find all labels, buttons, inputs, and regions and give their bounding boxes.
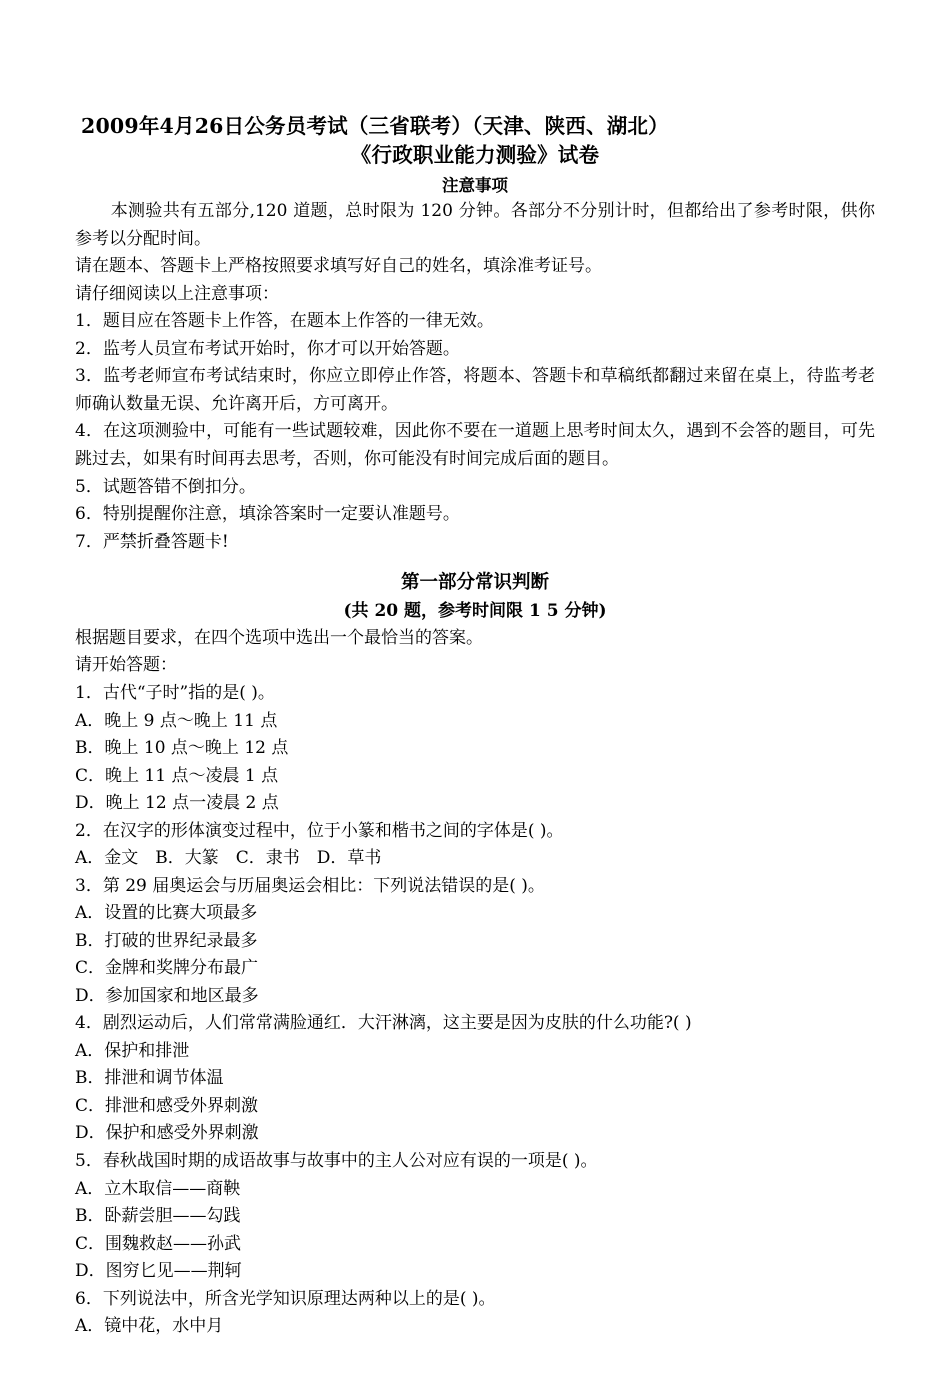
question-option: A．金文 B．大篆 C．隶书 D．草书 xyxy=(75,848,382,869)
question-option: A．镜中花，水中月 xyxy=(75,1316,224,1337)
section-instruction: 根据题目要求，在四个选项中选出一个最恰当的答案。 xyxy=(75,627,483,648)
notice-paragraph: 2．监考人员宣布考试开始时，你才可以开始答题。 xyxy=(75,338,460,359)
question-option: B．排泄和调节体温 xyxy=(75,1068,224,1089)
notice-paragraph: 请仔细阅读以上注意事项： xyxy=(75,283,279,304)
section-instruction: 请开始答题： xyxy=(75,655,177,676)
question-option: C．金牌和奖牌分布最广 xyxy=(75,958,259,979)
question-option: C．排泄和感受外界刺激 xyxy=(75,1095,259,1116)
notice-paragraph: 5．试题答错不倒扣分。 xyxy=(75,476,256,497)
question-option: A．设置的比赛大项最多 xyxy=(75,903,258,924)
question-option: B．打破的世界纪录最多 xyxy=(75,930,258,951)
notice-paragraph: 4．在这项测验中，可能有一些试题较难，因此你不要在一道题上思考时间太久，遇到不会答的题目，可先跳过去，如果有时间再去思考，否则，你可能没有时间完成后面的题目。 xyxy=(75,421,875,469)
notice-paragraph: 请在题本、答题卡上严格按照要求填写好自己的姓名，填涂准考证号。 xyxy=(75,256,602,277)
question-option: A．立木取信——商鞅 xyxy=(75,1178,241,1199)
question-option: C．围魏救赵——孙武 xyxy=(75,1233,242,1254)
title-line-2: 《行政职业能力测验》试卷 xyxy=(350,143,600,168)
section-subtitle: (共 20 题，参考时间限 1 5 分钟) xyxy=(343,600,607,621)
notice-paragraph: 7．严禁折叠答题卡! xyxy=(75,531,229,552)
question-option: D．图穷匕见——荆轲 xyxy=(75,1261,242,1282)
question-option: D．参加国家和地区最多 xyxy=(75,985,259,1006)
question-stem: 5．春秋战国时期的成语故事与故事中的主人公对应有误的一项是( )。 xyxy=(75,1151,598,1171)
question-option: D．晚上 12 点一凌晨 2 点 xyxy=(75,793,279,814)
question-option: A．晚上 9 点～晚上 11 点 xyxy=(75,710,278,731)
page-title xyxy=(75,112,875,170)
question-option: A．保护和排泄 xyxy=(75,1040,190,1061)
question-stem: 3．第 29 届奥运会与历届奥运会相比：下列说法错误的是( )。 xyxy=(75,875,545,896)
question-option: D．保护和感受外界刺激 xyxy=(75,1123,259,1144)
notice-heading: 注意事项 xyxy=(442,176,508,196)
question-option: B．卧薪尝胆——勾践 xyxy=(75,1206,241,1227)
title-line-1: 2009年4月26日公务员考试（三省联考）（天津、陕西、湖北） xyxy=(81,114,669,138)
notice-paragraph: 3．监考老师宣布考试结束时，你应立即停止作答，将题本、答题卡和草稿纸都翻过来留在桌上，待监考老师确认数量无误、允许离开后，方可离开。 xyxy=(75,366,875,414)
section-title: 第一部分常识判断 xyxy=(400,572,549,594)
question-option: B．晚上 10 点～晚上 12 点 xyxy=(75,738,289,759)
question-stem: 6．下列说法中，所含光学知识原理达两种以上的是( )。 xyxy=(75,1288,496,1309)
notice-paragraph: 1．题目应在答题卡上作答，在题本上作答的一律无效。 xyxy=(75,311,494,332)
question-option: C．晚上 11 点～凌晨 1 点 xyxy=(75,765,279,786)
question-stem: 4．剧烈运动后，人们常常满脸通红．大汗淋漓，这主要是因为皮肤的什么功能?( ) xyxy=(75,1013,692,1034)
question-stem: 1．古代“子时”指的是( )。 xyxy=(75,682,275,703)
notice-paragraph: 本测验共有五部分,120 道题，总时限为 120 分钟。各部分不分别计时，但都给出了参考时限，供你参考以分配时间。 xyxy=(75,201,875,249)
notice-paragraph: 6．特别提醒你注意，填涂答案时一定要认准题号。 xyxy=(75,504,460,525)
question-stem: 2．在汉字的形体演变过程中，位于小篆和楷书之间的字体是( )。 xyxy=(75,820,564,841)
